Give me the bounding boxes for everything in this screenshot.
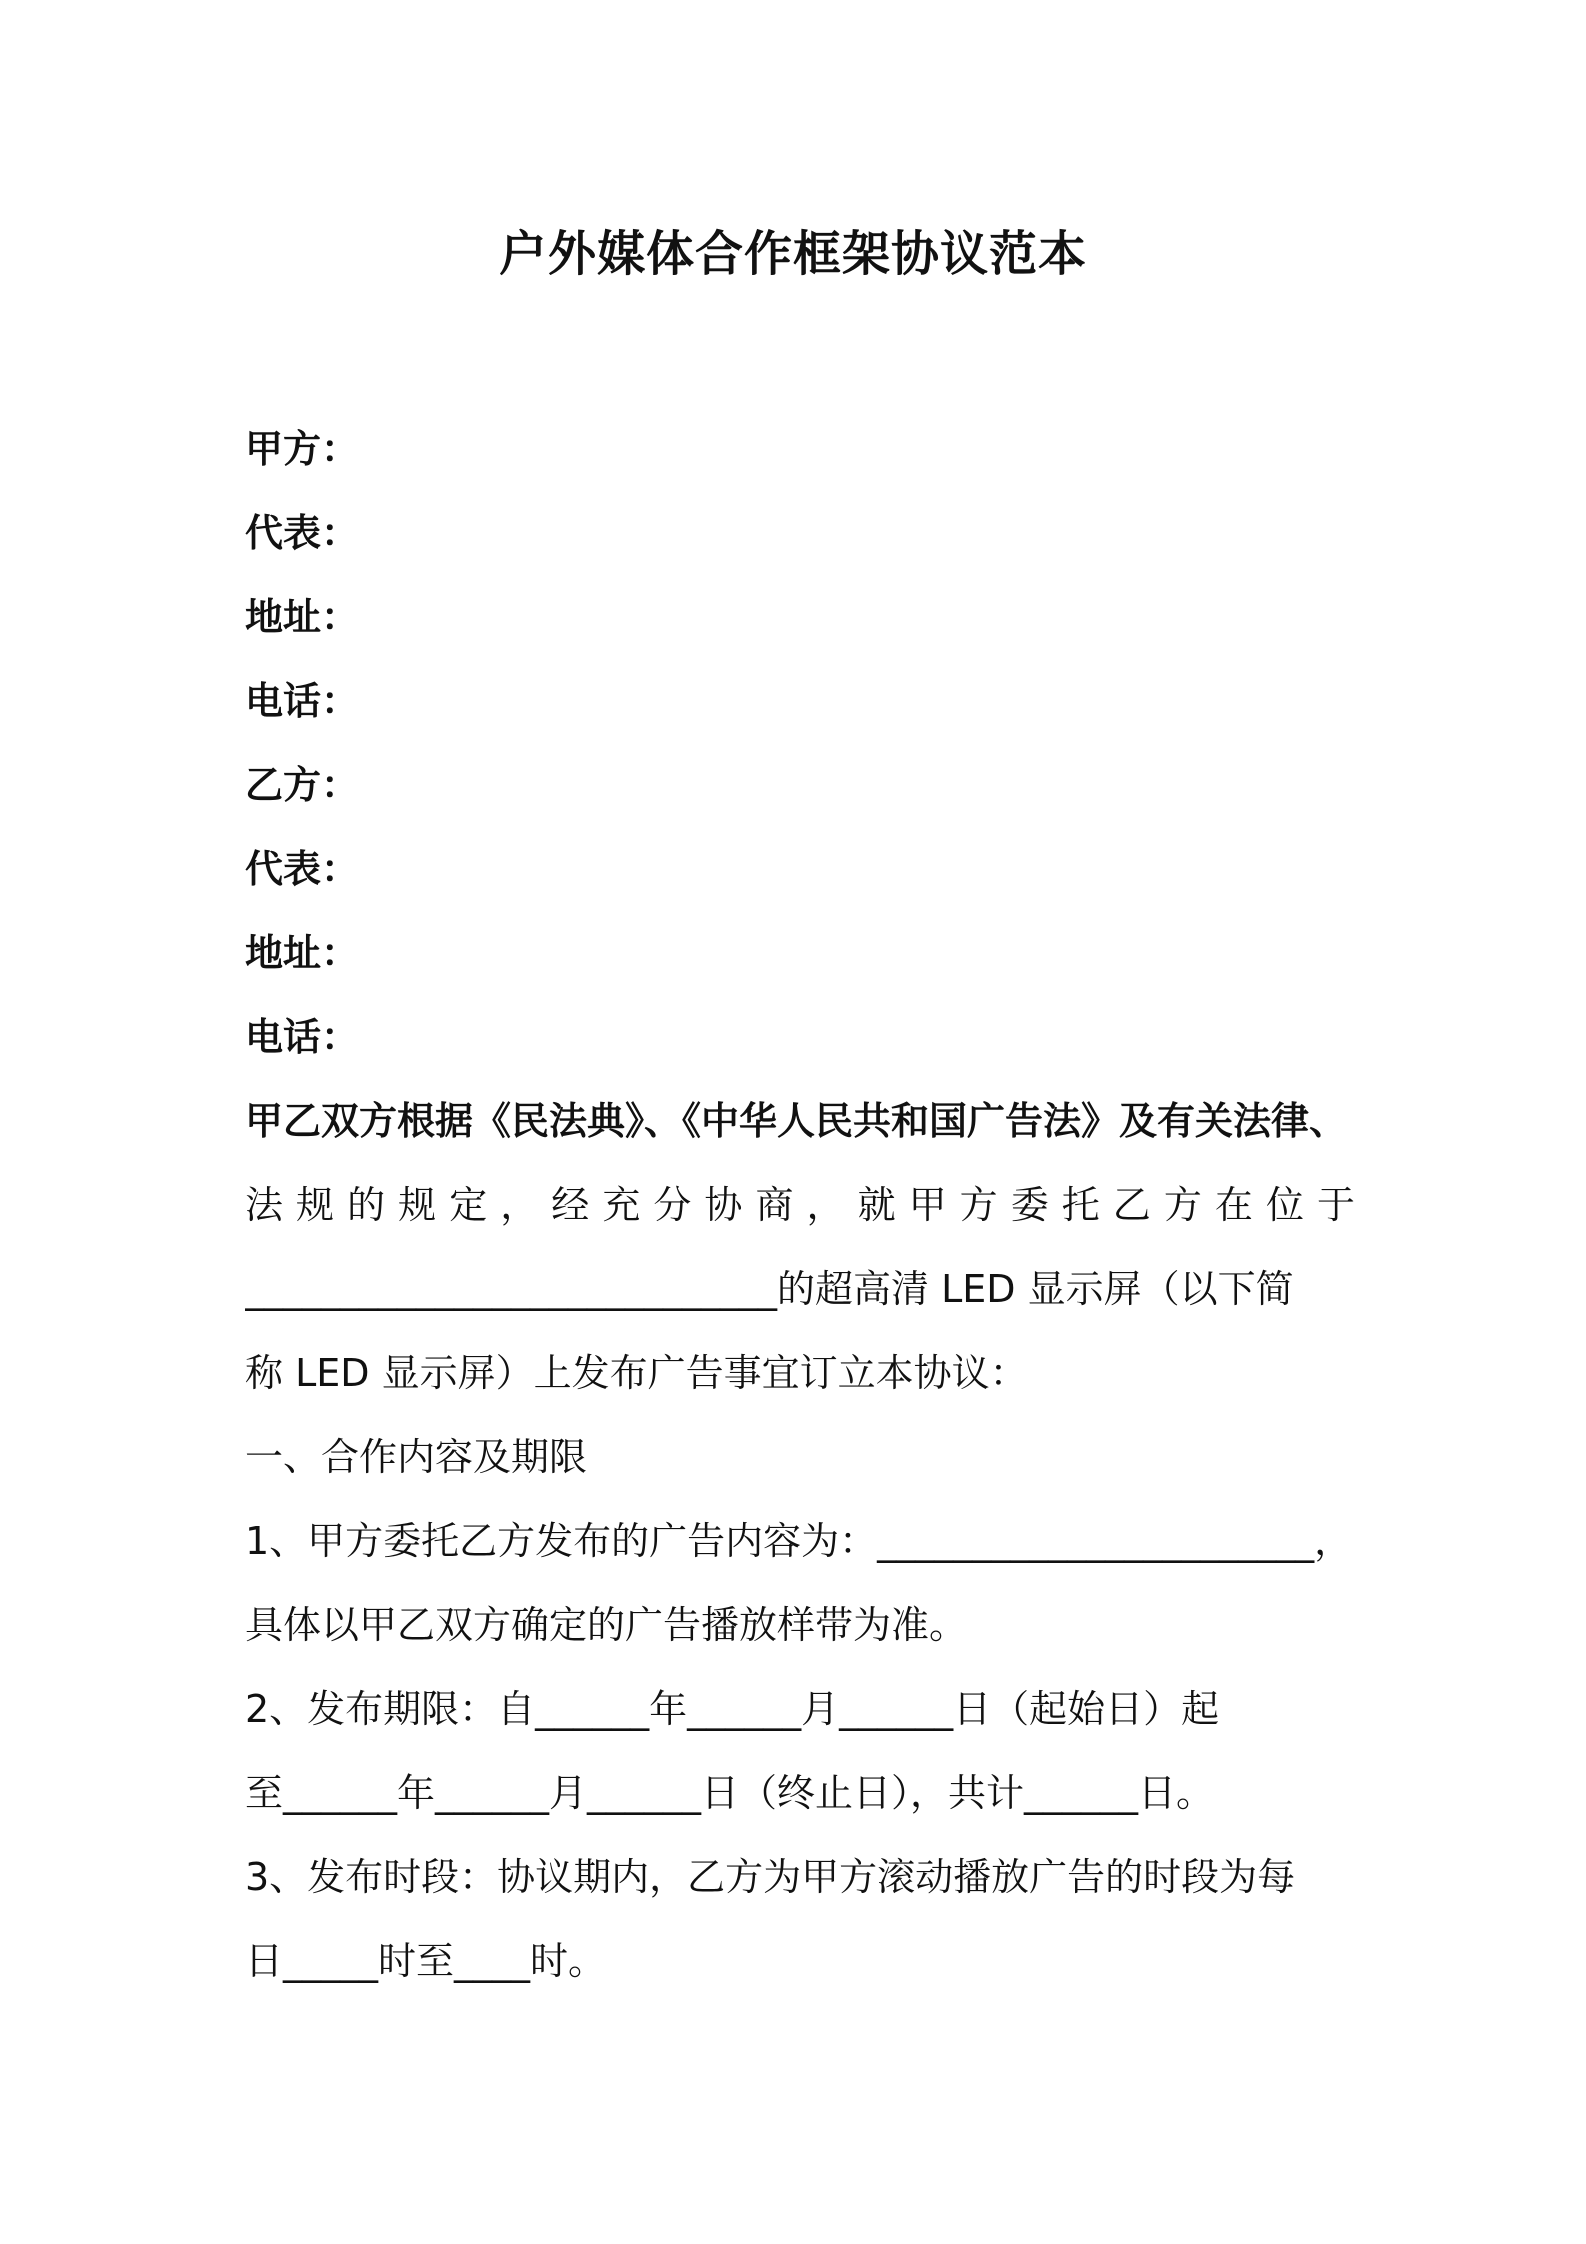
party-a-name-label: 甲方： [245, 427, 360, 471]
preamble-line-4: 称 LED 显示屏）上发布广告事宜订立本协议： [245, 1351, 1028, 1395]
item-2-line-2: 至______年______月______日（终止日），共计______日。 [245, 1771, 1215, 1815]
party-b-rep-label: 代表： [245, 847, 360, 891]
document-body [245, 407, 1355, 2003]
preamble-line-1: 甲乙双方根据《民法典》、《中华人民共和国广告法》及有关法律、 [245, 1099, 1348, 1143]
party-b-address-label: 地址： [245, 931, 360, 975]
document-title: 户外媒体合作框架协议范本 [498, 226, 1087, 282]
party-b-phone-label: 电话： [245, 1015, 360, 1059]
item-3-line-2: 日_____时至____时。 [245, 1939, 607, 1983]
item-1-line-2: 具体以甲乙双方确定的广告播放样带为准。 [245, 1603, 968, 1647]
party-b-name-label: 乙方： [245, 763, 360, 807]
preamble-line-2: 法规的规定，经充分协商，就甲方委托乙方在位于 [245, 1183, 1355, 1227]
section-1-heading: 一、合作内容及期限 [245, 1435, 588, 1479]
item-1-line-1: 1、甲方委托乙方发布的广告内容为：_______________________， [245, 1519, 1353, 1563]
item-2-line-1: 2、发布期限：自______年______月______日（起始日）起 [245, 1687, 1220, 1731]
item-3-line-1: 3、发布时段：协议期内，乙方为甲方滚动播放广告的时段为每 [245, 1855, 1296, 1899]
preamble-line-3: ____________________________的超高清 LED 显示屏（以下简 [245, 1267, 1294, 1311]
party-a-address-label: 地址： [245, 595, 360, 639]
party-a-phone-label: 电话： [245, 679, 360, 723]
party-a-rep-label: 代表： [245, 511, 360, 555]
